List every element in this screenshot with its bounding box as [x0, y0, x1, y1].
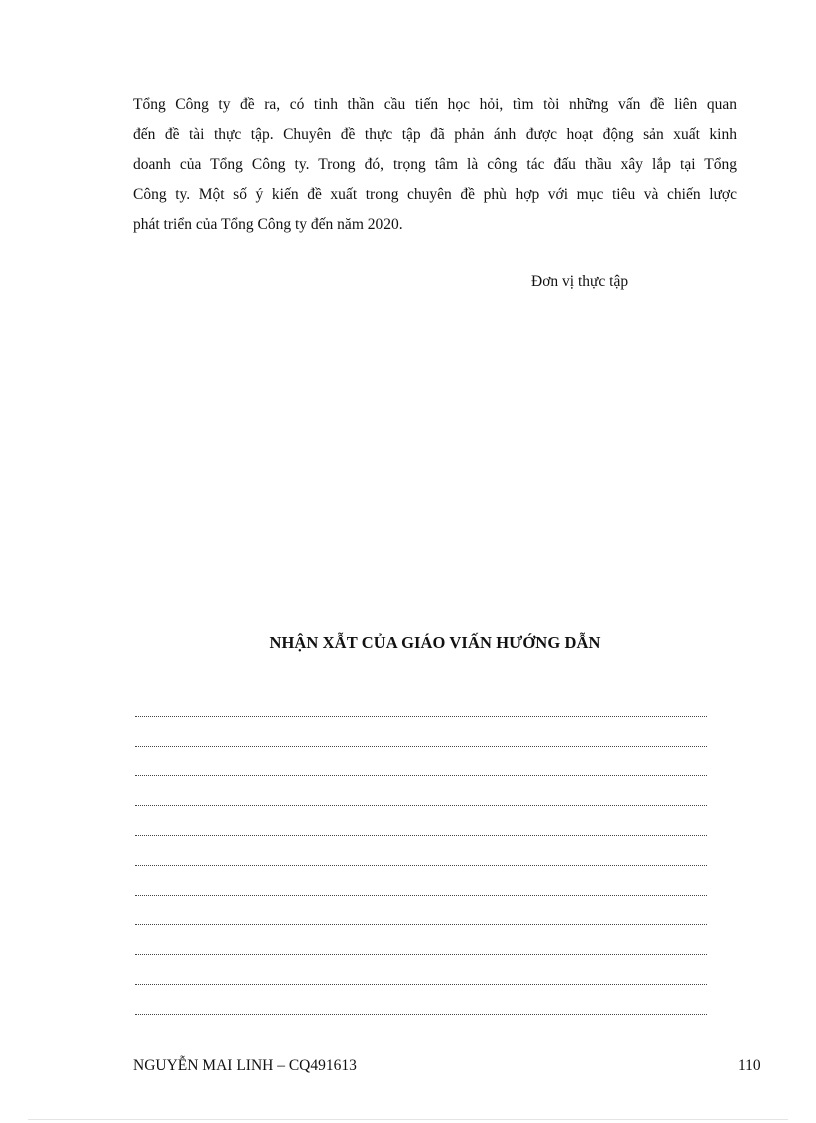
- paragraph-line: Tổng Công ty đề ra, có tinh thần cầu tiến học hỏi, tìm tòi những vấn đề liên quan: [133, 96, 737, 113]
- paragraph-line: phát triển của Tổng Công ty đến năm 2020.: [133, 216, 403, 233]
- footer-author: NGUYỄN MAI LINH – CQ491613: [133, 1057, 357, 1074]
- dotted-answer-line: [135, 902, 707, 932]
- dotted-answer-line: [135, 812, 707, 842]
- dotted-rule: [135, 835, 707, 836]
- dotted-rule: [135, 895, 707, 896]
- dotted-rule: [135, 1014, 707, 1015]
- dotted-answer-line: [135, 961, 707, 991]
- paragraph-line: doanh của Tổng Công ty. Trong đó, trọng tâm là công tác đấu thầu xây lắp tại Tổng: [133, 156, 737, 173]
- section-heading: NHẬN XẪT CỦA GIÁO VIẤN HƯỚNG DẪN: [269, 633, 601, 652]
- dotted-answer-line: [135, 991, 707, 1021]
- dotted-answer-line: [135, 872, 707, 902]
- dotted-answer-line: [135, 693, 707, 723]
- dotted-rule: [135, 805, 707, 806]
- dotted-rule: [135, 865, 707, 866]
- dotted-answer-line: [135, 931, 707, 961]
- page-number: 110: [738, 1057, 761, 1074]
- dotted-answer-line: [135, 842, 707, 872]
- dotted-rule: [135, 924, 707, 925]
- dotted-rule: [135, 954, 707, 955]
- signature-label: Đơn vị thực tập: [531, 273, 629, 290]
- paragraph-line: Công ty. Một số ý kiến đề xuất trong chuyên đề phù hợp với mục tiêu và chiến lược: [133, 186, 737, 203]
- dotted-rule: [135, 984, 707, 985]
- page-bottom-edge: [28, 1119, 788, 1120]
- dotted-answer-line: [135, 753, 707, 783]
- dotted-rule: [135, 746, 707, 747]
- paragraph-line: đến đề tài thực tập. Chuyên đề thực tập đã phản ánh được hoạt động sản xuất kinh: [133, 126, 737, 143]
- dotted-answer-line: [135, 723, 707, 753]
- dotted-lines: [135, 693, 707, 1021]
- dotted-rule: [135, 775, 707, 776]
- body-paragraph: [133, 90, 737, 240]
- dotted-rule: [135, 716, 707, 717]
- dotted-answer-line: [135, 782, 707, 812]
